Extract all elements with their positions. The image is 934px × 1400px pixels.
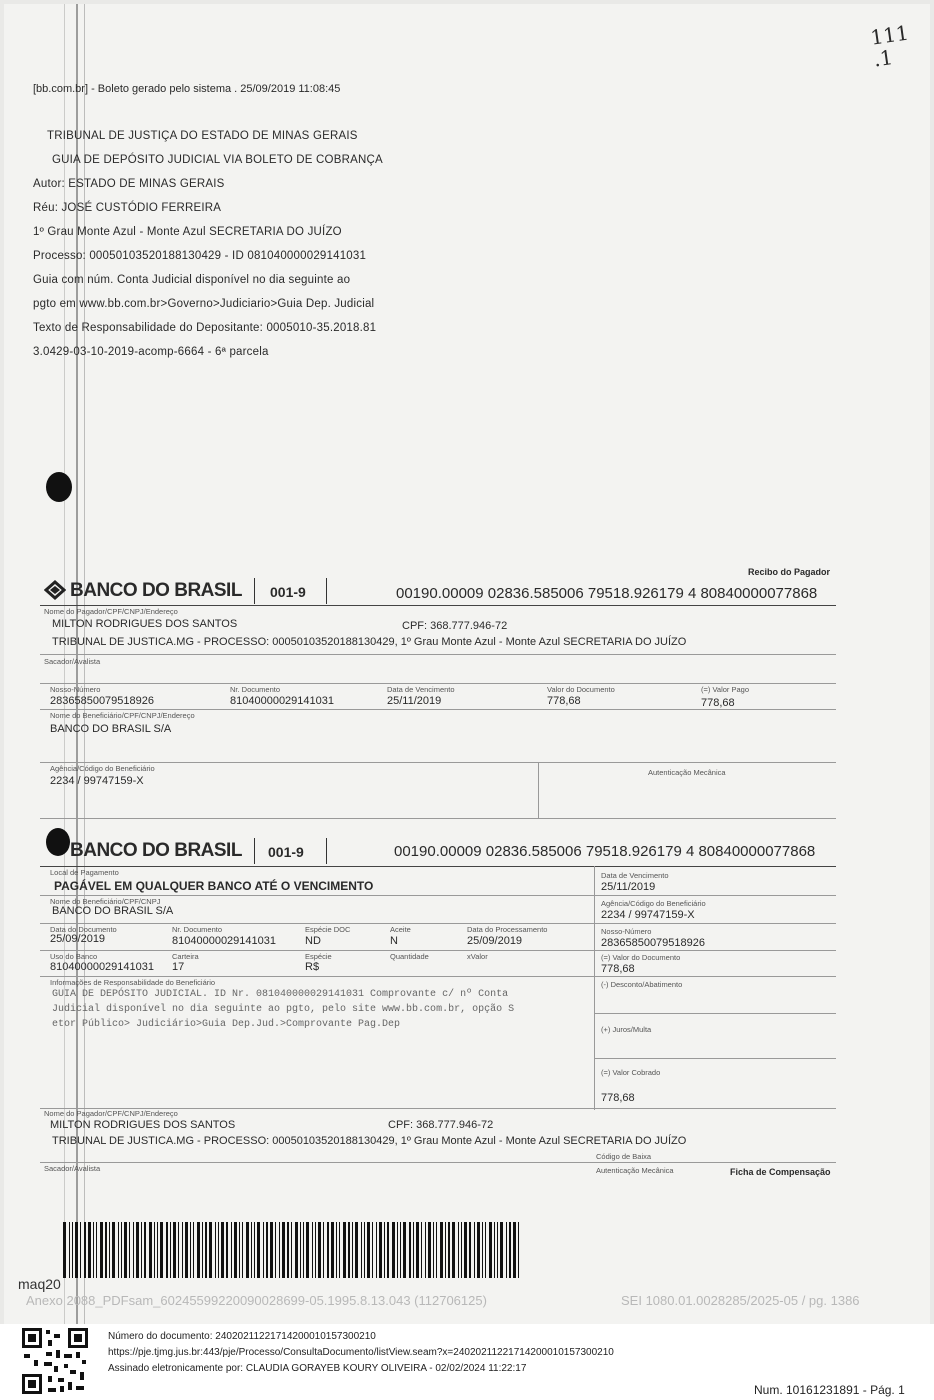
guide-line: Réu: JOSÉ CUSTÓDIO FERREIRA [33, 202, 222, 214]
field-label: Autenticação Mecânica [596, 1166, 674, 1175]
field-label: Data de Vencimento [387, 685, 455, 694]
field-label: Nosso-Número [601, 927, 652, 936]
guide-line: Autor: ESTADO DE MINAS GERAIS [33, 178, 225, 190]
field-label: Código de Baixa [596, 1152, 652, 1161]
field-label: Valor do Documento [547, 685, 615, 694]
receipt-title: Recibo do Pagador [748, 567, 831, 577]
watermark-right: SEI 1080.01.0028285/2025-05 / pg. 1386 [621, 1293, 860, 1308]
agencia: 2234 / 99747159-X [50, 775, 144, 787]
bank-name: BANCO DO BRASIL [70, 840, 242, 861]
field-label: Nome do Beneficiário/CPF/CNPJ/Endereço [50, 711, 195, 720]
local-pagamento: PAGÁVEL EM QUALQUER BANCO ATÉ O VENCIMENTO [54, 879, 374, 893]
guide-line: Processo: 00050103520188130429 - ID 081040000029141031 [33, 250, 367, 262]
valor-documento: 778,68 [547, 695, 581, 707]
footer-signature: Assinado eletronicamente por: CLAUDIA GORAYEB KOURY OLIVEIRA - 02/02/2024 11:22:17 [108, 1363, 527, 1374]
payer-cpf: CPF: 368.777.946-72 [402, 620, 508, 632]
field-label: Nome do Pagador/CPF/CNPJ/Endereço [44, 1109, 178, 1118]
vencimento: 25/11/2019 [387, 695, 442, 707]
field-label: (=) Valor Pago [701, 685, 750, 694]
field-label: Data de Vencimento [601, 871, 669, 880]
valor-cobrado: 778,68 [601, 1092, 635, 1104]
punch-hole [46, 472, 72, 502]
handwritten-page-mark: 111 .1 [868, 20, 911, 72]
digitable-line: 00190.00009 02836.585006 79518.926179 4 80840000077868 [394, 843, 816, 860]
bank-name: BANCO DO BRASIL [70, 580, 242, 601]
field-label: Agência/Código do Beneficiário [601, 899, 706, 908]
field-label: Nome do Beneficiário/CPF/CNPJ [50, 897, 161, 906]
nosso-numero: 28365850079518926 [50, 695, 155, 707]
field-label: Local de Pagamento [50, 868, 119, 877]
carteira: 17 [172, 961, 185, 973]
instruction-line: etor Público> Judiciário>Guia Dep.Jud.>Comprovante Pag.Dep [52, 1019, 401, 1030]
qr-code-icon [20, 1326, 90, 1396]
guide-line: Guia com núm. Conta Judicial disponível no dia seguinte ao [33, 274, 351, 286]
footer-doc-number: Número do documento: 24020211221714200010157300210 [108, 1331, 376, 1342]
beneficiario: BANCO DO BRASIL S/A [50, 723, 172, 735]
field-label: Carteira [172, 952, 199, 961]
uso-banco: 81040000029141031 [50, 961, 155, 973]
punch-hole [46, 828, 70, 856]
field-label: Quantidade [390, 952, 429, 961]
field-label: (=) Valor Cobrado [601, 1068, 661, 1077]
digitable-line: 00190.00009 02836.585006 79518.926179 4 80840000077868 [396, 585, 818, 602]
guide-line: TRIBUNAL DE JUSTIÇA DO ESTADO DE MINAS GERAIS [47, 130, 358, 142]
field-label: Autenticação Mecânica [648, 768, 726, 777]
field-label: (+) Juros/Multa [601, 1025, 652, 1034]
guide-line: 1º Grau Monte Azul - Monte Azul SECRETARIA DO JUÍZO [33, 226, 342, 238]
field-label: Sacador/Avalista [44, 657, 101, 666]
field-label: Uso do Banco [50, 952, 98, 961]
field-label: Informações de Responsabilidade do Beneficiário [50, 978, 216, 987]
barcode [63, 1222, 521, 1278]
bank-code: 001-9 [270, 584, 306, 600]
valor-pago: 778,68 [701, 697, 735, 709]
field-label: Agência/Código do Beneficiário [50, 764, 155, 773]
guide-line: 3.0429-03-10-2019-acomp-6664 - 6ª parcela [33, 346, 269, 358]
guide-line: GUIA DE DEPÓSITO JUDICIAL VIA BOLETO DE COBRANÇA [52, 154, 383, 166]
data-documento: 25/09/2019 [50, 933, 106, 945]
slip-beneficiario: BANCO DO BRASIL S/A [52, 905, 174, 917]
aceite: N [390, 935, 398, 947]
data-processamento: 25/09/2019 [467, 935, 523, 947]
especie-doc: ND [305, 935, 321, 947]
scan-mark: maq20 [18, 1276, 61, 1292]
instruction-line: Judicial disponível no dia seguinte ao pgto, pelo site www.bb.com.br, opção S [52, 1004, 515, 1015]
slip-payer-name: MILTON RODRIGUES DOS SANTOS [50, 1119, 236, 1131]
slip-agencia: 2234 / 99747159-X [601, 909, 695, 921]
field-label: (=) Valor do Documento [601, 953, 681, 962]
field-label: xValor [467, 952, 488, 961]
ficha-compensacao: Ficha de Compensação [730, 1167, 831, 1177]
guide-line: Texto de Responsabilidade do Depositante: 0005010-35.2018.81 [33, 322, 377, 334]
field-label: Espécie [305, 952, 332, 961]
instruction-line: GUIA DE DEPÓSITO JUDICIAL. ID Nr. 081040000029141031 Comprovante c/ nº Conta [52, 989, 509, 1000]
slip-payer-address: TRIBUNAL DE JUSTICA.MG - PROCESSO: 00050103520188130429, 1º Grau Monte Azul - Monte Azul SECRETARIA DO JUÍZO [52, 1135, 687, 1147]
slip-vencimento: 25/11/2019 [601, 881, 656, 893]
field-label: Data do Processamento [467, 925, 548, 934]
slip-nosso-numero: 28365850079518926 [601, 937, 706, 949]
field-label: Aceite [390, 925, 411, 934]
field-label: Espécie DOC [305, 925, 351, 934]
watermark-left: Anexo 2088_PDFsam_60245599220090028699-05.1995.8.13.043 (112706125) [26, 1293, 487, 1308]
slip-valor-documento: 778,68 [601, 963, 635, 975]
guide-line: pgto em www.bb.com.br>Governo>Judiciario>Guia Dep. Judicial [33, 298, 375, 310]
especie: R$ [305, 961, 320, 973]
payer-name: MILTON RODRIGUES DOS SANTOS [52, 618, 238, 630]
field-label: (-) Desconto/Abatimento [601, 980, 683, 989]
footer-url[interactable]: https://pje.tjmg.jus.br:443/pje/Processo/ConsultaDocumento/listView.seam?x=24020211221714200010157300210 [108, 1347, 614, 1358]
nr-documento: 81040000029141031 [230, 695, 335, 707]
bank-code: 001-9 [268, 844, 304, 860]
field-label: Nr. Documento [172, 925, 223, 934]
field-label: Sacador/Avalista [44, 1164, 101, 1173]
field-label: Data do Documento [50, 925, 117, 934]
slip-nr-documento: 81040000029141031 [172, 935, 277, 947]
system-header: [bb.com.br] - Boleto gerado pelo sistema . 25/09/2019 11:08:45 [33, 83, 341, 95]
field-label: Nr. Documento [230, 685, 281, 694]
field-label: Nome do Pagador/CPF/CNPJ/Endereço [44, 607, 178, 616]
bank-logo-icon [44, 580, 66, 605]
slip-payer-cpf: CPF: 368.777.946-72 [388, 1119, 494, 1131]
footer-page-number: Num. 10161231891 - Pág. 1 [754, 1383, 905, 1397]
payer-address: TRIBUNAL DE JUSTICA.MG - PROCESSO: 00050103520188130429, 1º Grau Monte Azul - Monte Azul SECRETARIA DO JUÍZO [52, 636, 687, 648]
field-label: Nosso-Número [50, 685, 101, 694]
